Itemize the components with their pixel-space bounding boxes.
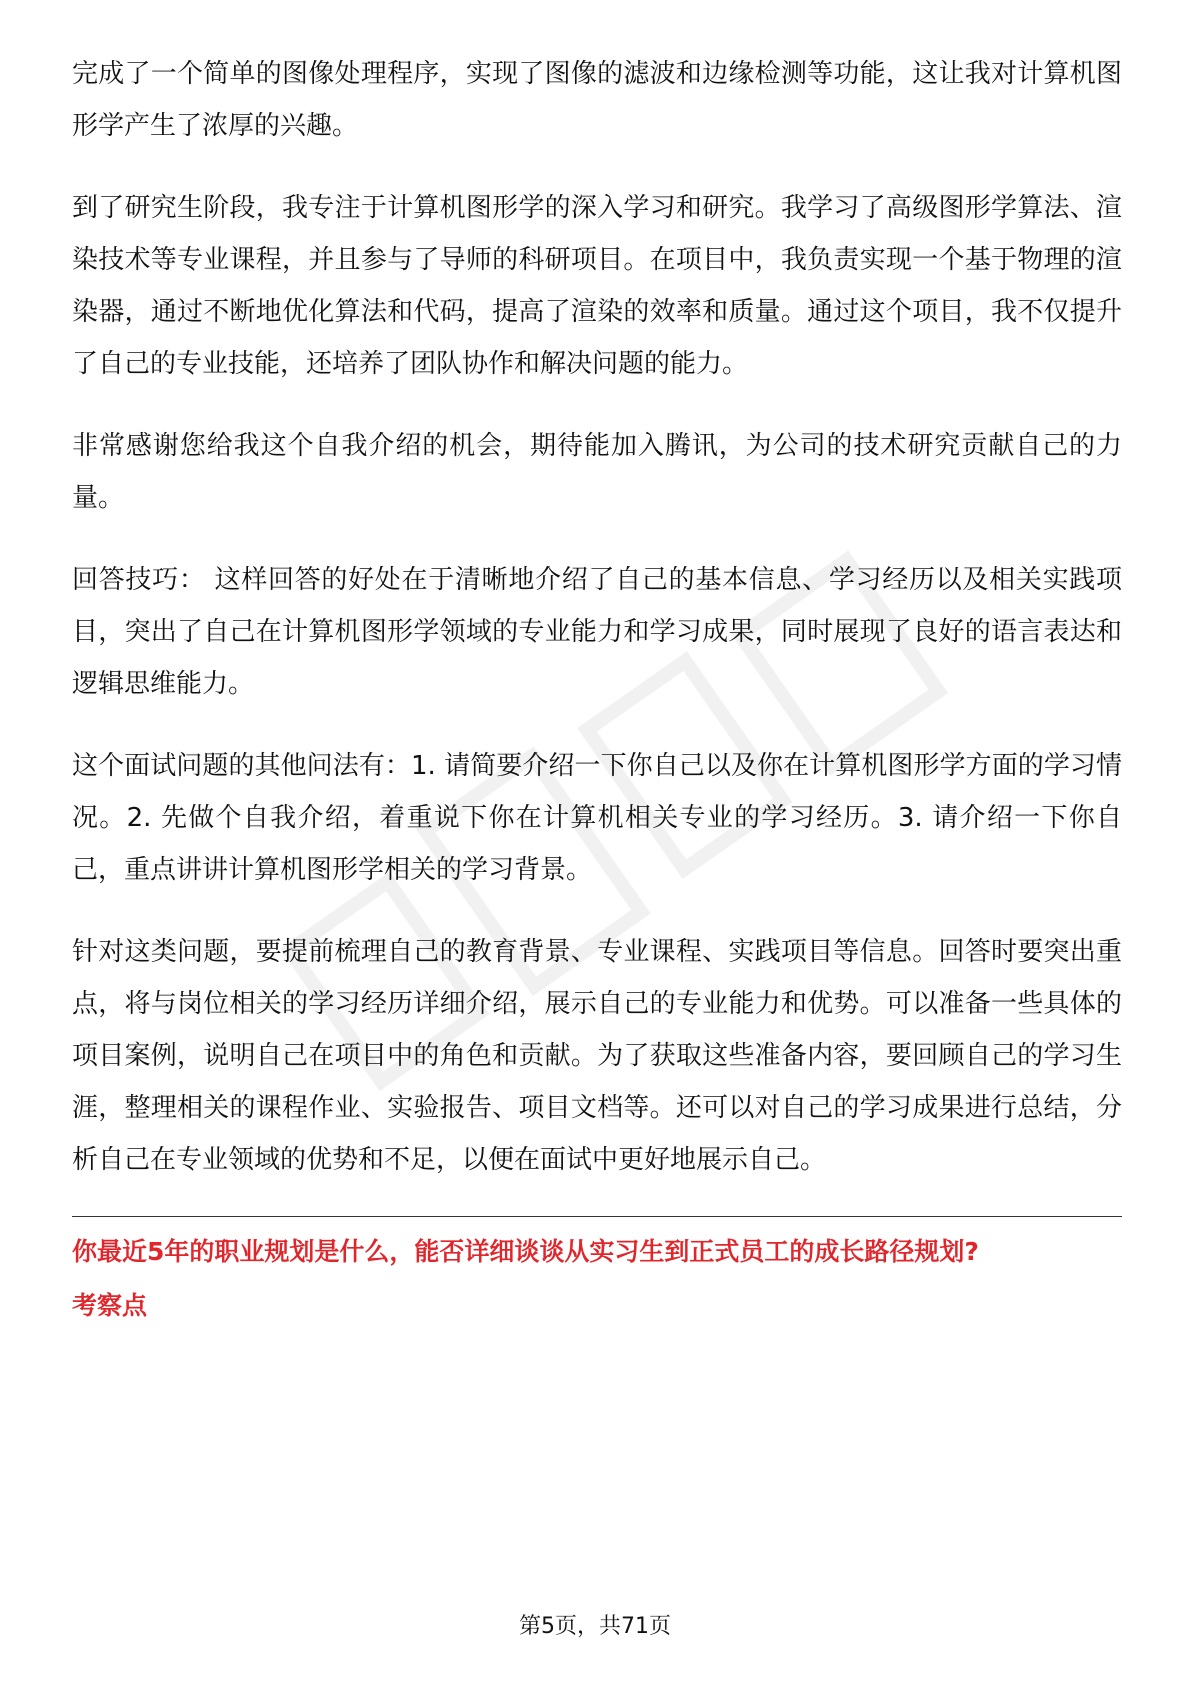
section-divider (72, 1216, 1122, 1217)
paragraph-preparation-advice: 针对这类问题，要提前梳理自己的教育背景、专业课程、实践项目等信息。回答时要突出重点，将与岗位相关的学习经历详细介绍，展示自己的专业能力和优势。可以准备一些具体的项目案例，说明自己在项目中的角色和贡献。为了获取这些准备内容，要回顾自己的学习生涯，整理相关的课程作业、实验报告、项目文档等。还可以对自己的学习成果进行总结，分析自己在专业领域的优势和不足，以便在面试中更好地展示自己。 (72, 937, 1122, 1175)
page-number-footer: 第5页，共71页 (519, 1614, 671, 1639)
paragraph-3: 非常感谢您给我这个自我介绍的机会，期待能加入腾讯，为公司的技术研究贡献自己的力量。 (72, 431, 1122, 513)
paragraph-1: 完成了一个简单的图像处理程序，实现了图像的滤波和边缘检测等功能，这让我对计算机图形学产生了浓厚的兴趣。 (72, 59, 1122, 141)
paragraph-alternative-questions: 这个面试问题的其他问法有：1. 请简要介绍一下你自己以及你在计算机图形学方面的学习情况。2. 先做个自我介绍，着重说下你在计算机相关专业的学习经历。3. 请介绍一下你自己，重点讲讲计算机图形学相关的学习背景。 (72, 751, 1122, 885)
paragraph-2: 到了研究生阶段，我专注于计算机图形学的深入学习和研究。我学习了高级图形学算法、渲染技术等专业课程，并且参与了导师的科研项目。在项目中，我负责实现一个基于物理的渲染器，通过不断地优化算法和代码，提高了渲染的效率和质量。通过这个项目，我不仅提升了自己的专业技能，还培养了团队协作和解决问题的能力。 (72, 193, 1122, 379)
main-content (72, 48, 1122, 1323)
section-label-examination-points: 考察点 (72, 1291, 148, 1320)
paragraph-answer-tips: 回答技巧： 这样回答的好处在于清晰地介绍了自己的基本信息、学习经历以及相关实践项目，突出了自己在计算机图形学领域的专业能力和学习成果，同时展现了良好的语言表达和逻辑思维能力。 (72, 565, 1122, 699)
next-question-title: 你最近5年的职业规划是什么，能否详细谈谈从实习生到正式员工的成长路径规划? (72, 1237, 979, 1266)
